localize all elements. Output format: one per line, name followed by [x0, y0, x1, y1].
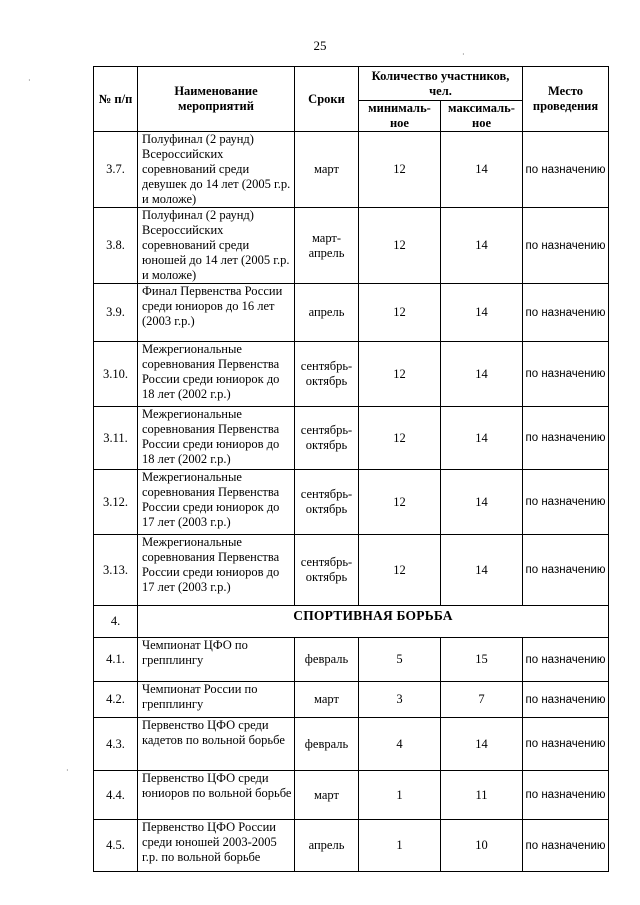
row-name: Межрегиональные соревнования Первенства России среди юниорок до 17 лет (2003 г.р.)	[138, 470, 295, 535]
row-min: 12	[359, 132, 441, 208]
table-row	[94, 682, 609, 718]
row-num: 3.13.	[94, 535, 138, 606]
row-min: 1	[359, 820, 441, 872]
row-max: 15	[441, 638, 523, 682]
row-dates: март	[295, 771, 359, 820]
section-title: СПОРТИВНАЯ БОРЬБА	[138, 606, 609, 638]
row-dates: апрель	[295, 820, 359, 872]
page-number: 25	[313, 38, 327, 53]
row-dates: февраль	[295, 638, 359, 682]
row-dates: февраль	[295, 718, 359, 771]
table-row	[94, 820, 609, 872]
row-name: Финал Первенства России среди юниоров до 16 лет (2003 г.р.)	[138, 284, 295, 342]
table-row	[94, 407, 609, 470]
row-name: Чемпионат России по грепплингу	[138, 682, 295, 718]
row-num: 4.5.	[94, 820, 138, 872]
events-table	[93, 66, 609, 872]
row-place: по назначению	[523, 718, 609, 771]
row-dates: март	[295, 682, 359, 718]
row-max: 14	[441, 208, 523, 284]
row-min: 12	[359, 342, 441, 407]
row-name: Полуфинал (2 раунд) Всероссийских соревнований среди девушек до 14 лет (2005 г.р. и моложе)	[138, 132, 295, 208]
row-max: 14	[441, 132, 523, 208]
row-min: 12	[359, 208, 441, 284]
row-max: 11	[441, 771, 523, 820]
table-row	[94, 718, 609, 771]
row-name: Межрегиональные соревнования Первенства России среди юниорок до 18 лет (2002 г.р.)	[138, 342, 295, 407]
row-num: 3.11.	[94, 407, 138, 470]
table-row	[94, 535, 609, 606]
row-num: 4.4.	[94, 771, 138, 820]
row-min: 1	[359, 771, 441, 820]
row-name: Первенство ЦФО среди юниоров по вольной борьбе	[138, 771, 295, 820]
row-max: 14	[441, 407, 523, 470]
row-num: 3.7.	[94, 132, 138, 208]
row-dates: сентябрь-октябрь	[295, 342, 359, 407]
row-place: по назначению	[523, 132, 609, 208]
row-min: 4	[359, 718, 441, 771]
row-num: 4.1.	[94, 638, 138, 682]
section-num: 4.	[94, 606, 138, 638]
table-row	[94, 132, 609, 208]
table-row	[94, 284, 609, 342]
row-dates: сентябрь-октябрь	[295, 535, 359, 606]
row-place: по назначению	[523, 208, 609, 284]
row-place: по назначению	[523, 682, 609, 718]
row-min: 12	[359, 284, 441, 342]
row-dates: апрель	[295, 284, 359, 342]
row-max: 14	[441, 342, 523, 407]
header-num: № п/п	[94, 67, 138, 132]
header-participants: Количество участников, чел.	[359, 67, 523, 101]
header-min: минималь-ное	[359, 101, 441, 132]
row-place: по назначению	[523, 820, 609, 872]
header-place: Место проведения	[523, 67, 609, 132]
row-min: 12	[359, 470, 441, 535]
row-max: 14	[441, 470, 523, 535]
row-dates: март	[295, 132, 359, 208]
row-place: по назначению	[523, 407, 609, 470]
scan-speck: ·	[66, 766, 69, 775]
header-name: Наименование мероприятий	[138, 67, 295, 132]
scan-speck: ·	[28, 76, 31, 85]
row-place: по назначению	[523, 470, 609, 535]
row-name: Чемпионат ЦФО по грепплингу	[138, 638, 295, 682]
table-row	[94, 342, 609, 407]
row-name: Первенство ЦФО среди кадетов по вольной борьбе	[138, 718, 295, 771]
row-name: Полуфинал (2 раунд) Всероссийских соревнований среди юношей до 14 лет (2005 г.р. и моложе)	[138, 208, 295, 284]
row-min: 12	[359, 407, 441, 470]
row-min: 5	[359, 638, 441, 682]
row-num: 3.10.	[94, 342, 138, 407]
row-max: 14	[441, 535, 523, 606]
table-row	[94, 638, 609, 682]
header-dates: Сроки	[295, 67, 359, 132]
row-max: 10	[441, 820, 523, 872]
row-place: по назначению	[523, 771, 609, 820]
row-place: по назначению	[523, 342, 609, 407]
row-num: 4.3.	[94, 718, 138, 771]
row-dates: март-апрель	[295, 208, 359, 284]
row-dates: сентябрь-октябрь	[295, 470, 359, 535]
scan-speck: ·	[462, 50, 465, 59]
row-max: 14	[441, 718, 523, 771]
header-max: максималь-ное	[441, 101, 523, 132]
row-max: 14	[441, 284, 523, 342]
row-min: 12	[359, 535, 441, 606]
row-name: Межрегиональные соревнования Первенства России среди юниоров до 17 лет (2003 г.р.)	[138, 535, 295, 606]
table-row	[94, 771, 609, 820]
table-row	[94, 208, 609, 284]
row-name: Межрегиональные соревнования Первенства России среди юниоров до 18 лет (2002 г.р.)	[138, 407, 295, 470]
row-num: 3.9.	[94, 284, 138, 342]
row-max: 7	[441, 682, 523, 718]
row-place: по назначению	[523, 284, 609, 342]
row-num: 4.2.	[94, 682, 138, 718]
row-dates: сентябрь-октябрь	[295, 407, 359, 470]
row-name: Первенство ЦФО России среди юношей 2003-2005 г.р. по вольной борьбе	[138, 820, 295, 872]
row-num: 3.12.	[94, 470, 138, 535]
row-place: по назначению	[523, 535, 609, 606]
row-place: по назначению	[523, 638, 609, 682]
section-row	[94, 606, 609, 638]
table-row	[94, 470, 609, 535]
row-min: 3	[359, 682, 441, 718]
row-num: 3.8.	[94, 208, 138, 284]
